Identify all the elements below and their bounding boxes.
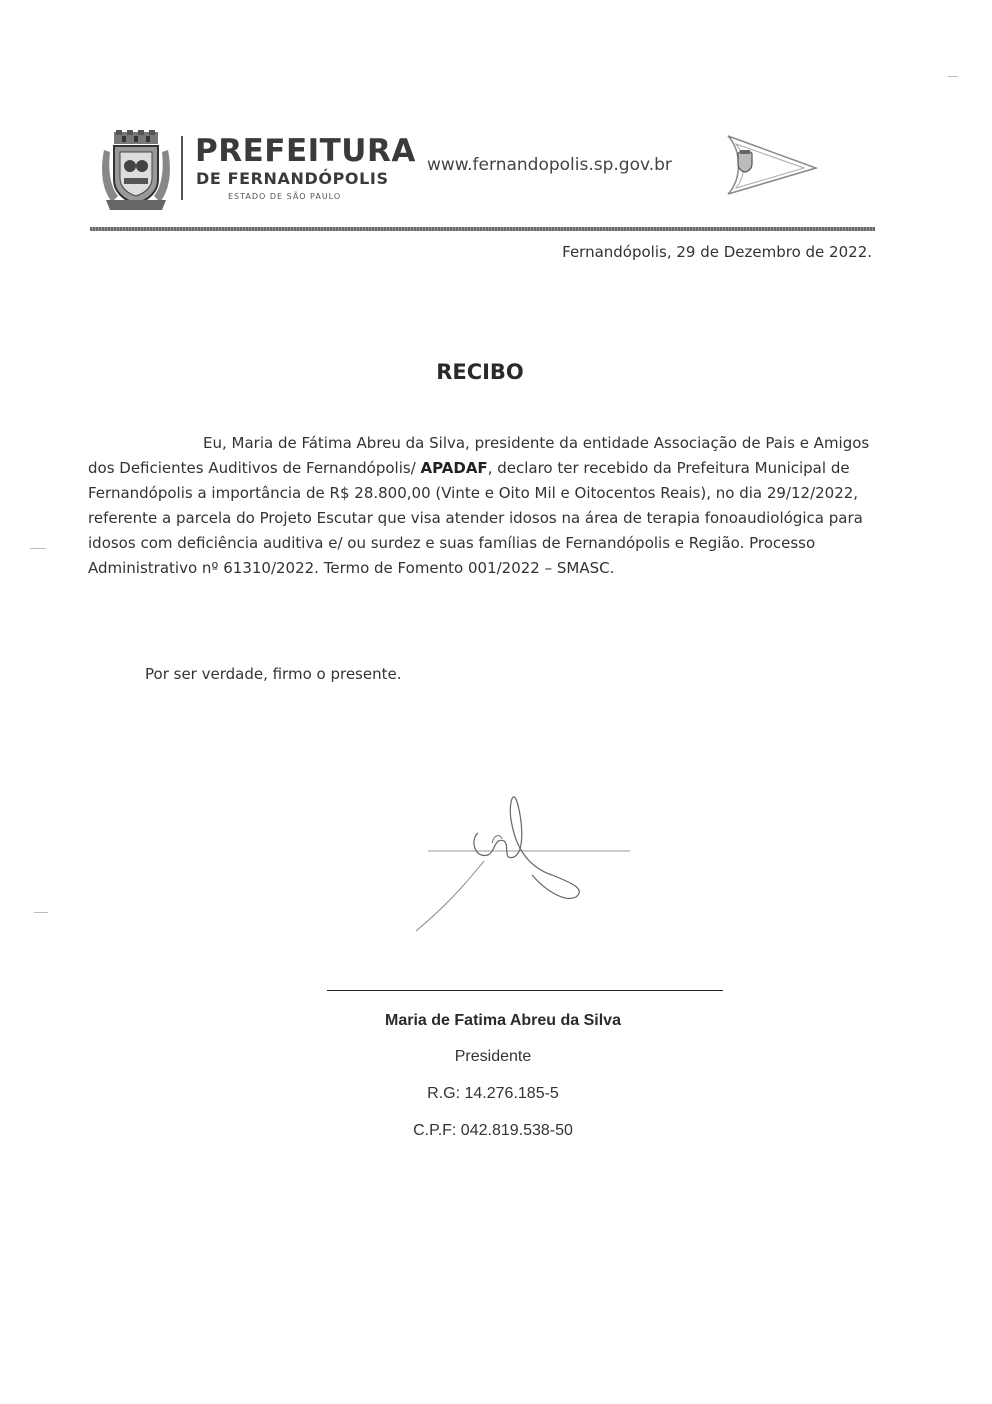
scan-speck (30, 548, 46, 549)
closing-statement: Por ser verdade, firmo o presente. (145, 665, 402, 683)
brand-state: ESTADO DE SÃO PAULO (228, 192, 342, 201)
body-text-part1: Eu, Maria de Fátima Abreu da Silva, presidente da entidade Associação de Pais e Amigos dos Deficientes Auditivos de Fernandópolis/ (88, 434, 870, 477)
city-emblem-arrow-icon (720, 130, 820, 196)
municipal-coat-of-arms-icon (100, 130, 172, 212)
signatory-role: Presidente (454, 1048, 532, 1065)
document-date: Fernandópolis, 29 de Dezembro de 2022. (562, 243, 872, 261)
header-divider (90, 227, 875, 231)
receipt-body (88, 431, 878, 581)
signatory-name: Maria de Fatima Abreu da Silva (385, 1012, 621, 1029)
website-link[interactable]: www.fernandopolis.sp.gov.br (427, 155, 672, 175)
brand-subtitle: DE FERNANDÓPOLIS (196, 169, 389, 188)
header-separator (181, 136, 183, 200)
scan-speck (34, 912, 48, 913)
handwritten-signature (400, 785, 640, 945)
entity-acronym: APADAF (420, 459, 488, 477)
document-title: RECIBO (436, 360, 524, 384)
brand-title: PREFEITURA (195, 133, 416, 169)
signatory-cpf: C.P.F: 042.819.538-50 (413, 1122, 573, 1139)
body-text-part2: , declaro ter recebido da Prefeitura Municipal de Fernandópolis a importância de R$ 28.800,00 (Vinte e Oito Mil e Oitocentos Reais), no dia 29/12/2022, referente a parcela do Projeto Escutar que visa atender idosos na área de terapia fonoaudiológica para idosos com deficiência auditiva e/ ou surdez e suas famílias de Fernandópolis e Região. Processo Administrativo nº 61310/2022. Termo de Fomento 001/2022 – SMASC. (88, 459, 863, 577)
signatory-rg: R.G: 14.276.185-5 (427, 1085, 559, 1102)
signature-line (327, 990, 723, 991)
scan-speck (948, 76, 958, 77)
